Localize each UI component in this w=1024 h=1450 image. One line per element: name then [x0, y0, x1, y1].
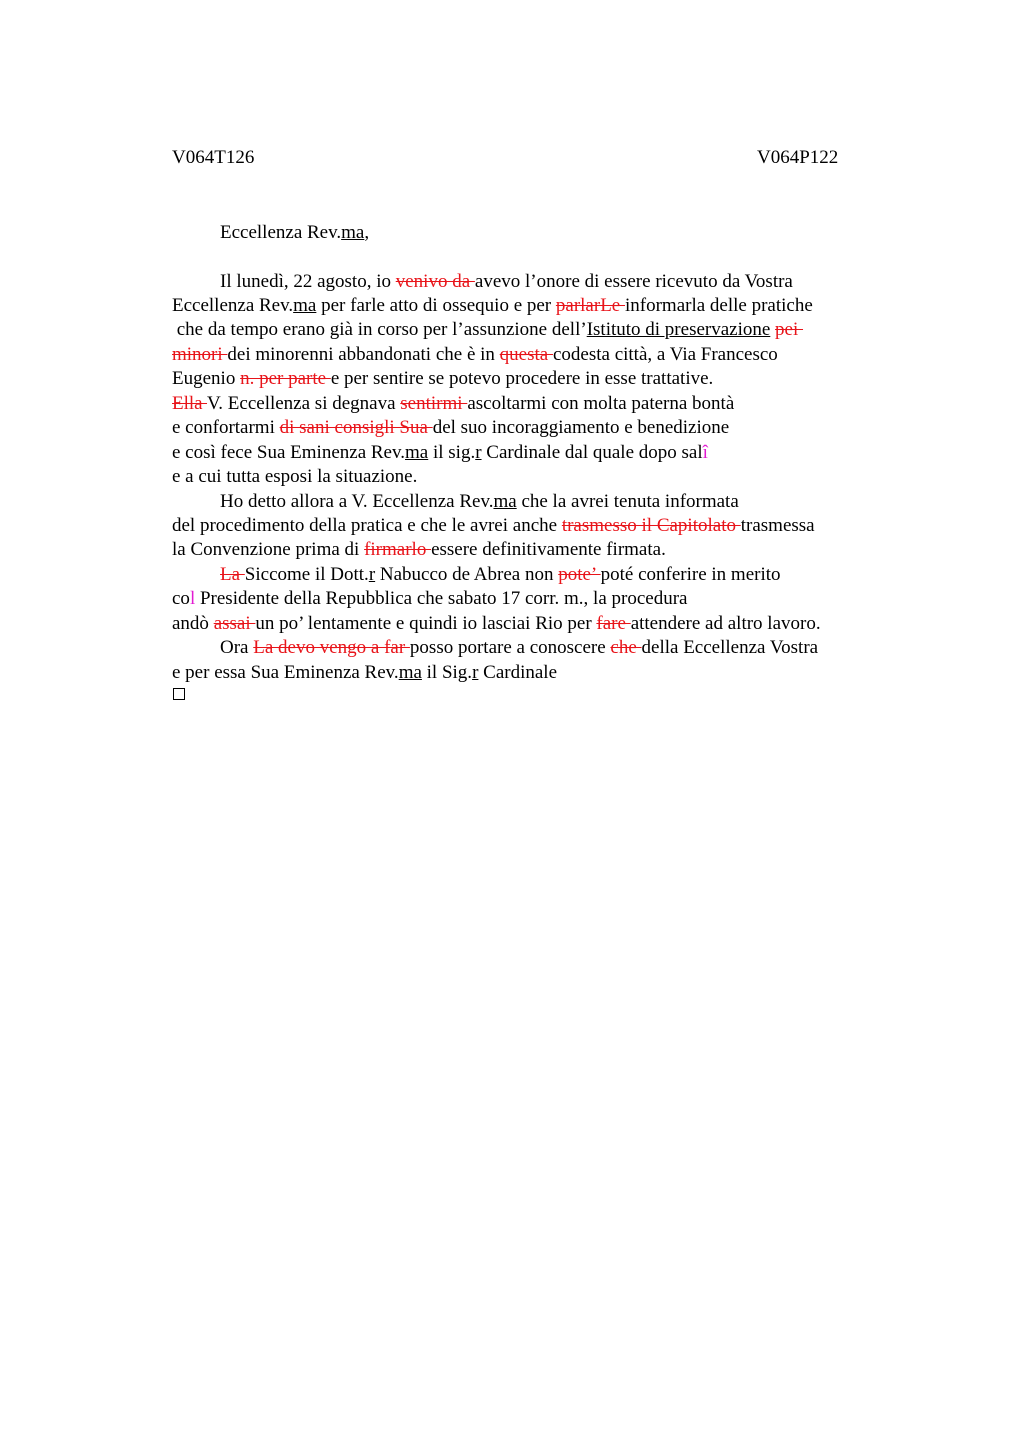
text-line	[172, 344, 778, 366]
salutation	[220, 222, 369, 244]
deleted-text: pei	[775, 319, 804, 340]
text-run: Eugenio	[172, 368, 241, 389]
text-run: Il lunedì, 22 agosto, io	[220, 271, 396, 292]
deleted-text: che	[610, 637, 642, 658]
text-run: che da tempo erano già in corso per l’assunzione dell’	[172, 319, 587, 340]
text-run: che la avrei tenuta informata	[516, 491, 739, 512]
text-run: co	[172, 588, 190, 609]
text-run: essere definitivamente firmata.	[431, 539, 666, 560]
text-run: Cardinale dal quale dopo sal	[481, 442, 703, 463]
text-run: e per sentire se potevo procedere in esse trattative.	[330, 368, 714, 389]
text-line	[172, 613, 821, 635]
text-run: codesta città, a Via Francesco	[552, 344, 778, 365]
document-code-right: V064P122	[757, 147, 839, 168]
underlined-text: r	[472, 662, 479, 683]
text-run: e così fece Sua Eminenza Rev.	[172, 442, 406, 463]
deleted-text: venivo da	[395, 271, 475, 292]
text-run: del suo incoraggiamento e benedizione	[432, 417, 730, 438]
text-line	[172, 442, 708, 464]
underlined-text: ma	[493, 491, 517, 512]
text-run: della Eccellenza Vostra	[641, 637, 819, 658]
text-line	[172, 466, 417, 488]
text-run: Nabucco de Abrea non	[375, 564, 559, 585]
text-run: e confortarmi	[172, 417, 280, 438]
text-line	[172, 588, 687, 610]
text-line	[172, 295, 813, 317]
text-run: del procedimento della pratica e che le avrei anche	[172, 515, 562, 536]
underlined-text: r	[368, 564, 376, 585]
deleted-text: assai	[213, 613, 256, 634]
deleted-text: di sani consigli Sua	[279, 417, 433, 438]
text-run: Ho detto allora a V. Eccellenza Rev.	[220, 491, 494, 512]
text-run: V. Eccellenza si degnava	[207, 393, 401, 414]
text-run: Cardinale	[478, 662, 557, 683]
text-line	[220, 637, 818, 659]
text-run: Ora	[220, 637, 254, 658]
text-run: il Sig.	[421, 662, 473, 683]
text-run: dei minorenni abbandonati che è in	[227, 344, 500, 365]
text-line	[172, 539, 666, 561]
text-run: Siccome il Dott.	[244, 564, 369, 585]
deleted-text: n. per parte	[240, 368, 331, 389]
text-line	[220, 491, 739, 513]
deleted-text: Ella	[172, 393, 208, 414]
salutation-text: Eccellenza Rev.	[220, 222, 342, 243]
text-run: poté conferire in merito	[600, 564, 781, 585]
text-line	[172, 368, 713, 390]
text-run: il sig.	[428, 442, 476, 463]
text-run: Eccellenza Rev.	[172, 295, 294, 316]
document-code-left: V064T126	[172, 147, 255, 168]
deleted-text: firmarlo	[364, 539, 432, 560]
deleted-text: questa	[499, 344, 553, 365]
text-line	[220, 271, 793, 293]
inserted-text: l	[189, 588, 196, 609]
deleted-text: trasmesso il Capitolato	[561, 515, 741, 536]
text-run: trasmessa	[740, 515, 815, 536]
underlined-text: ma	[293, 295, 317, 316]
text-run: andò	[172, 613, 214, 634]
text-run: attendere ad altro lavoro.	[630, 613, 821, 634]
text-run: ascoltarmi con molta paterna bontà	[467, 393, 735, 414]
text-run: informarla delle pratiche	[624, 295, 813, 316]
salutation-abbr: ma	[341, 222, 365, 243]
deleted-text: minori	[172, 344, 228, 365]
text-run: per farle atto di ossequio e per	[316, 295, 556, 316]
text-line	[172, 515, 815, 537]
text-run: la Convenzione prima di	[172, 539, 365, 560]
text-line	[172, 393, 734, 415]
deleted-text: parlarLe	[555, 295, 625, 316]
end-marker-box	[173, 688, 185, 700]
deleted-text: La	[220, 564, 245, 585]
text-run: un po’ lentamente e quindi io lasciai Rio per	[255, 613, 597, 634]
text-run: posso portare a conoscere	[409, 637, 611, 658]
deleted-text: pote’	[558, 564, 601, 585]
underlined-text: ma	[405, 442, 429, 463]
salutation-punct: ,	[364, 222, 370, 243]
text-line	[172, 417, 729, 439]
underlined-text: r	[475, 442, 482, 463]
text-line	[172, 319, 803, 341]
text-run: avevo l’onore di essere ricevuto da Vostra	[474, 271, 793, 292]
text-run: e a cui tutta esposi la situazione.	[172, 466, 418, 487]
deleted-text: La devo vengo a far	[253, 637, 410, 658]
underlined-text: ma	[398, 662, 422, 683]
underlined-text: Istituto di preservazione	[586, 319, 771, 340]
text-run: e per essa Sua Eminenza Rev.	[172, 662, 399, 683]
text-run: Presidente della Repubblica che sabato 17 corr. m., la procedura	[195, 588, 688, 609]
deleted-text: sentirmi	[400, 393, 468, 414]
inserted-text: î	[702, 442, 708, 463]
text-line	[172, 662, 557, 684]
deleted-text: fare	[596, 613, 631, 634]
text-line	[220, 564, 781, 586]
